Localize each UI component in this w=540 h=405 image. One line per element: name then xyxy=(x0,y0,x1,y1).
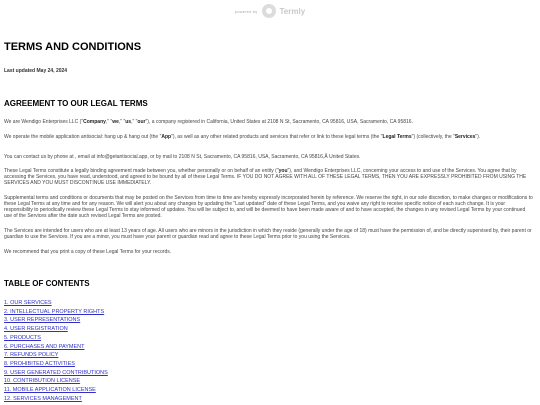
toc-link-products[interactable]: 5. PRODUCTS xyxy=(4,334,41,341)
paragraph-company: We are Wendigo Enterprises LLC ("Company," "we," "us," "our"), a company registered in California, United States at 2108 N St, Sacramento, CA 95816, USA, Sacramento, CA 95816. xyxy=(4,119,413,125)
last-updated: Last updated May 24, 2024 xyxy=(4,68,68,74)
toc-item xyxy=(4,316,108,325)
toc-item xyxy=(4,308,108,317)
paragraph-supplemental-terms: Supplemental terms and conditions or documents that may be posted on the Services from time to time are hereby expressly incorporated herein by reference. We reserve the right, in our sole discretion, to make changes or modifications to these Legal Terms at any time and for any reason. We will alert you about any changes by updating the "Last updated" date of these Legal Terms, and you waive any right to receive specific notice of each such change. It is your responsibility to periodically review these Legal Terms to stay informed of updates. You will be subject to, and will be deemed to have been made aware of and to have accepted, the changes in any revised Legal Terms by your continued use of the Services after the date such revised Legal Terms are posted. xyxy=(4,195,533,219)
toc-link-refunds-policy[interactable]: 7. REFUNDS POLICY xyxy=(4,352,59,359)
toc-link-contribution-license[interactable]: 10. CONTRIBUTION LICENSE xyxy=(4,378,81,385)
toc-item xyxy=(4,351,108,360)
toc-item xyxy=(4,386,108,395)
toc-link-our-services[interactable]: 1. OUR SERVICES xyxy=(4,300,52,306)
toc-link-prohibited-activities[interactable]: 8. PROHIBITED ACTIVITIES xyxy=(4,360,75,367)
termly-brand: Termly xyxy=(279,6,306,16)
toc-link-user-contributions[interactable]: 9. USER GENERATED CONTRIBUTIONS xyxy=(4,369,108,376)
toc-item xyxy=(4,299,108,308)
toc-link-user-representations[interactable]: 3. USER REPRESENTATIONS xyxy=(4,317,81,324)
toc-link-intellectual-property[interactable]: 2. INTELLECTUAL PROPERTY RIGHTS xyxy=(4,308,105,315)
termly-logo-icon xyxy=(262,4,276,18)
section-heading-agreement: AGREEMENT TO OUR LEGAL TERMS xyxy=(4,99,148,108)
toc-item xyxy=(4,343,108,352)
paragraph-print-copy: We recommend that you print a copy of these Legal Terms for your records. xyxy=(4,249,172,255)
toc-item xyxy=(4,395,108,404)
powered-by-label: powered by xyxy=(234,8,258,14)
paragraph-binding-agreement: These Legal Terms constitute a legally binding agreement made between you, whether personally or on behalf of an entity ("you"), and Wendigo Enterprises LLC, concerning your access to and use of the Services. You agree that by accessing the Services, you have read, understood, and agreed to be bound by all of these Legal Terms. IF YOU DO NOT AGREE WITH ALL OF THESE LEGAL TERMS, THEN YOU ARE EXPRESSLY PROHIBITED FROM USING THE SERVICES AND YOU MUST DISCONTINUE USE IMMEDIATELY. xyxy=(4,168,527,186)
toc-item xyxy=(4,360,108,369)
toc-link-services-management[interactable]: 12. SERVICES MANAGEMENT xyxy=(4,395,82,402)
toc-link-mobile-app-license[interactable]: 11. MOBILE APPLICATION LICENSE xyxy=(4,387,96,394)
paragraph-age-requirement: The Services are intended for users who are at least 13 years of age. All users who are minors in the jurisdiction in which they reside (generally under the age of 18) must have the permission of, and be directly supervised by, their parent or guardian to use the Services. If you are a minor, you must have your parent or guardian read and agree to these Legal Terms prior to you using the Services. xyxy=(4,228,532,240)
toc-item xyxy=(4,369,108,378)
toc-link-purchases-payment[interactable]: 6. PURCHASES AND PAYMENT xyxy=(4,343,85,350)
toc-item xyxy=(4,325,108,334)
paragraph-contact: You can contact us by phone at , email at info@getantisocial.app, or by mail to 2108 N St, Sacramento, CA 95816, USA, Sacramento, CA 95816,Â United States. xyxy=(4,154,361,160)
toc-heading: TABLE OF CONTENTS xyxy=(4,279,90,288)
paragraph-services: We operate the mobile application antisocial: hang up & hang out (the "App"), as well as any other related products and services that refer or link to these legal terms (the "Legal Terms") (collectively, the "Services"). xyxy=(4,134,481,140)
page-title: TERMS AND CONDITIONS xyxy=(4,41,142,53)
powered-by-termly[interactable] xyxy=(0,3,540,19)
toc-item xyxy=(4,334,108,343)
toc-item xyxy=(4,377,108,386)
table-of-contents xyxy=(4,299,108,403)
toc-link-user-registration[interactable]: 4. USER REGISTRATION xyxy=(4,326,68,333)
